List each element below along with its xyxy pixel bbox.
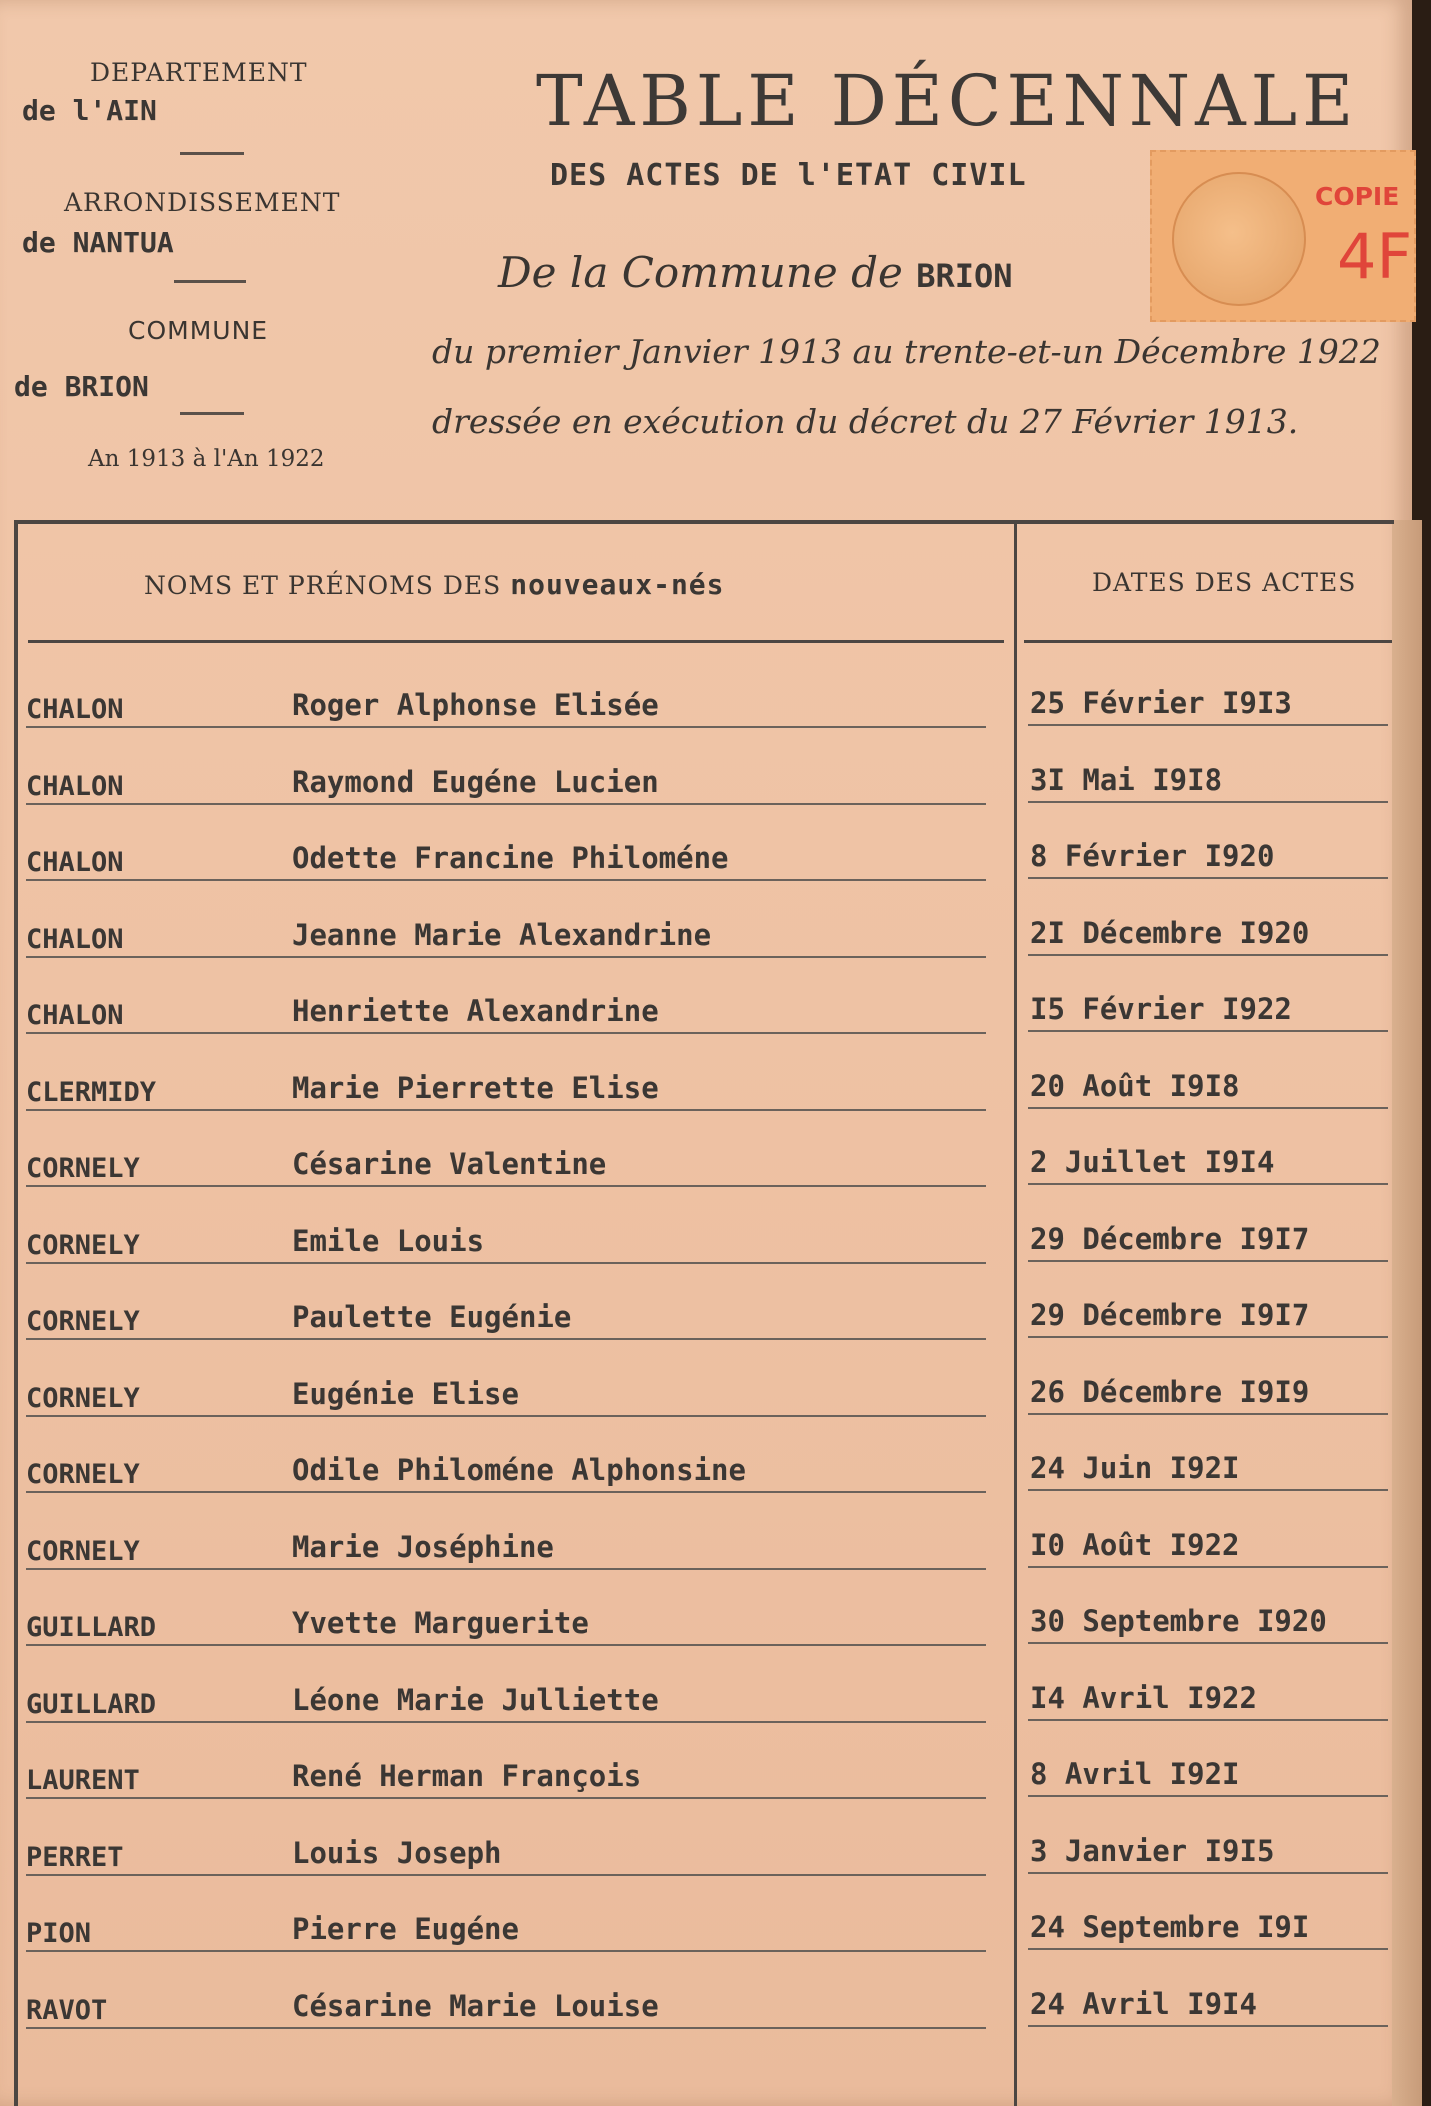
surname-cell: CHALON: [26, 923, 124, 955]
act-date-cell: 3I Mai I9I8: [1030, 762, 1223, 797]
act-date-cell: 2 Juillet I9I4: [1030, 1145, 1275, 1179]
surname-cell: CHALON: [26, 770, 124, 802]
underline: [26, 1491, 986, 1493]
given-names-cell: Césarine Valentine: [292, 1147, 607, 1181]
underline: [26, 879, 986, 881]
surname-cell: CORNELY: [26, 1306, 140, 1337]
table-row: [0, 1123, 1412, 1199]
surname-cell: CORNELY: [26, 1153, 140, 1184]
divider: [180, 412, 244, 415]
surname-cell: GUILLARD: [26, 1612, 157, 1643]
table-row: [0, 1582, 1412, 1658]
table-row: [0, 970, 1412, 1046]
underline: [1028, 1872, 1388, 1874]
underline: [1028, 1336, 1388, 1338]
underline: [1028, 1719, 1388, 1721]
stamp-copie: COPIE: [1315, 182, 1400, 211]
commune-prefix: De la Commune de: [498, 248, 903, 297]
table-row: [0, 664, 1412, 740]
underline: [26, 1109, 986, 1111]
given-names-cell: Marie Pierrette Elise: [292, 1070, 659, 1105]
surname-cell: CLERMIDY: [26, 1076, 157, 1108]
underline: [1028, 2025, 1388, 2027]
underline: [1028, 1642, 1388, 1644]
surname-cell: CHALON: [26, 1000, 124, 1031]
table-row: [0, 1506, 1412, 1582]
act-date-cell: 2I Décembre I920: [1030, 915, 1310, 950]
act-date-cell: I5 Février I922: [1030, 992, 1292, 1026]
act-date-cell: I0 Août I922: [1030, 1527, 1240, 1562]
given-names-cell: Eugénie Elise: [292, 1376, 519, 1411]
underline: [1028, 954, 1388, 956]
given-names-cell: Césarine Marie Louise: [292, 1988, 659, 2023]
column-header-typed: nouveaux-nés: [510, 568, 725, 601]
header-rule: [1024, 640, 1392, 643]
page-title: TABLE DÉCENNALE: [536, 60, 1359, 142]
act-date-cell: 8 Février I920: [1030, 839, 1275, 873]
given-names-cell: Pierre Eugéne: [292, 1912, 519, 1946]
commune-name: BRION: [916, 257, 1013, 295]
underline: [26, 1797, 986, 1799]
given-names-cell: Louis Joseph: [292, 1835, 502, 1870]
surname-cell: CORNELY: [26, 1382, 140, 1414]
given-names-cell: Marie Joséphine: [292, 1529, 554, 1564]
table-row: [0, 1429, 1412, 1505]
table-row: [0, 1276, 1412, 1352]
surname-cell: RAVOT: [26, 1994, 108, 2026]
underline: [26, 1032, 986, 1034]
column-header-prefix: NOMS ET PRÉNOMS DES: [144, 571, 502, 600]
given-names-cell: Raymond Eugéne Lucien: [292, 764, 659, 799]
table-row: [0, 1888, 1412, 1964]
arrondissement-value: de NANTUA: [22, 226, 174, 259]
underline: [1028, 1107, 1388, 1109]
given-names-cell: Léone Marie Julliette: [292, 1682, 659, 1717]
decret-line: dressée en exécution du décret du 27 Février 1913.: [432, 402, 1299, 441]
underline: [1028, 1566, 1388, 1568]
underline: [26, 1185, 986, 1187]
table-top-border: [14, 520, 1394, 524]
surname-cell: GUILLARD: [26, 1688, 157, 1720]
fiscal-stamp: [1150, 150, 1416, 322]
commune-line: [498, 248, 1013, 297]
given-names-cell: Emile Louis: [292, 1223, 485, 1258]
divider: [174, 280, 246, 283]
act-date-cell: I4 Avril I922: [1030, 1680, 1257, 1715]
act-date-cell: 29 Décembre I9I7: [1030, 1298, 1310, 1332]
table-row: [0, 894, 1412, 970]
given-names-cell: Odette Francine Philoméne: [292, 841, 729, 875]
underline: [1028, 1030, 1388, 1032]
underline: [1028, 801, 1388, 803]
act-date-cell: 24 Juin I92I: [1030, 1451, 1240, 1485]
underline: [26, 1568, 986, 1570]
column-header-dates: DATES DES ACTES: [1092, 568, 1357, 597]
given-names-cell: Roger Alphonse Elisée: [292, 688, 659, 722]
underline: [1028, 1795, 1388, 1797]
underline: [26, 956, 986, 958]
underline: [26, 803, 986, 805]
given-names-cell: Henriette Alexandrine: [292, 994, 659, 1028]
arrondissement-label: ARRONDISSEMENT: [64, 188, 341, 217]
act-date-cell: 24 Avril I9I4: [1030, 1986, 1257, 2021]
page-subtitle: DES ACTES DE l'ETAT CIVIL: [550, 158, 1027, 193]
table-row: [0, 1659, 1412, 1735]
stamp-seal-icon: [1172, 172, 1306, 306]
act-date-cell: 20 Août I9I8: [1030, 1068, 1240, 1103]
table-row: [0, 1812, 1412, 1888]
given-names-cell: Odile Philoméne Alphonsine: [292, 1453, 746, 1487]
surname-cell: CORNELY: [26, 1459, 140, 1490]
act-date-cell: 30 Septembre I920: [1030, 1604, 1327, 1638]
surname-cell: PERRET: [26, 1841, 124, 1873]
underline: [1028, 1260, 1388, 1262]
underline: [26, 1874, 986, 1876]
column-header-names: [144, 568, 725, 601]
underline: [26, 1950, 986, 1952]
given-names-cell: Yvette Marguerite: [292, 1606, 589, 1640]
surname-cell: CHALON: [26, 847, 124, 878]
table-row: [0, 1200, 1412, 1276]
department-value: de l'AIN: [22, 94, 157, 127]
surname-cell: LAURENT: [26, 1765, 140, 1796]
divider: [180, 152, 244, 155]
header-rule: [28, 640, 1004, 643]
surname-cell: PION: [26, 1918, 92, 1949]
act-date-cell: 25 Février I9I3: [1030, 686, 1292, 720]
underline: [26, 1644, 986, 1646]
underline: [26, 1338, 986, 1340]
date-range: du premier Janvier 1913 au trente-et-un Décembre 1922: [432, 332, 1381, 371]
underline: [26, 1415, 986, 1417]
stamp-value: 4F: [1337, 220, 1413, 293]
table-row: [0, 1965, 1412, 2041]
underline: [1028, 1413, 1388, 1415]
period-text: An 1913 à l'An 1922: [88, 446, 325, 472]
table-row: [0, 1353, 1412, 1429]
surname-cell: CORNELY: [26, 1535, 140, 1567]
table-row: [0, 817, 1412, 893]
act-date-cell: 8 Avril I92I: [1030, 1757, 1240, 1791]
department-label: DEPARTEMENT: [90, 58, 308, 87]
underline: [1028, 1489, 1388, 1491]
given-names-cell: Jeanne Marie Alexandrine: [292, 917, 712, 952]
underline: [26, 1262, 986, 1264]
act-date-cell: 3 Janvier I9I5: [1030, 1833, 1275, 1868]
act-date-cell: 29 Décembre I9I7: [1030, 1221, 1310, 1256]
underline: [26, 1721, 986, 1723]
underline: [1028, 1183, 1388, 1185]
underline: [1028, 877, 1388, 879]
table-row: [0, 1735, 1412, 1811]
underline: [26, 726, 986, 728]
underline: [1028, 1948, 1388, 1950]
act-date-cell: 24 Septembre I9I: [1030, 1910, 1310, 1944]
surname-cell: CORNELY: [26, 1229, 140, 1261]
surname-cell: CHALON: [26, 694, 124, 725]
act-date-cell: 26 Décembre I9I9: [1030, 1374, 1310, 1409]
commune-value: de BRION: [14, 370, 149, 403]
underline: [1028, 724, 1388, 726]
table-row: [0, 741, 1412, 817]
commune-label: COMMUNE: [128, 316, 269, 345]
given-names-cell: Paulette Eugénie: [292, 1300, 572, 1334]
given-names-cell: René Herman François: [292, 1759, 642, 1793]
underline: [26, 2027, 986, 2029]
table-row: [0, 1047, 1412, 1123]
